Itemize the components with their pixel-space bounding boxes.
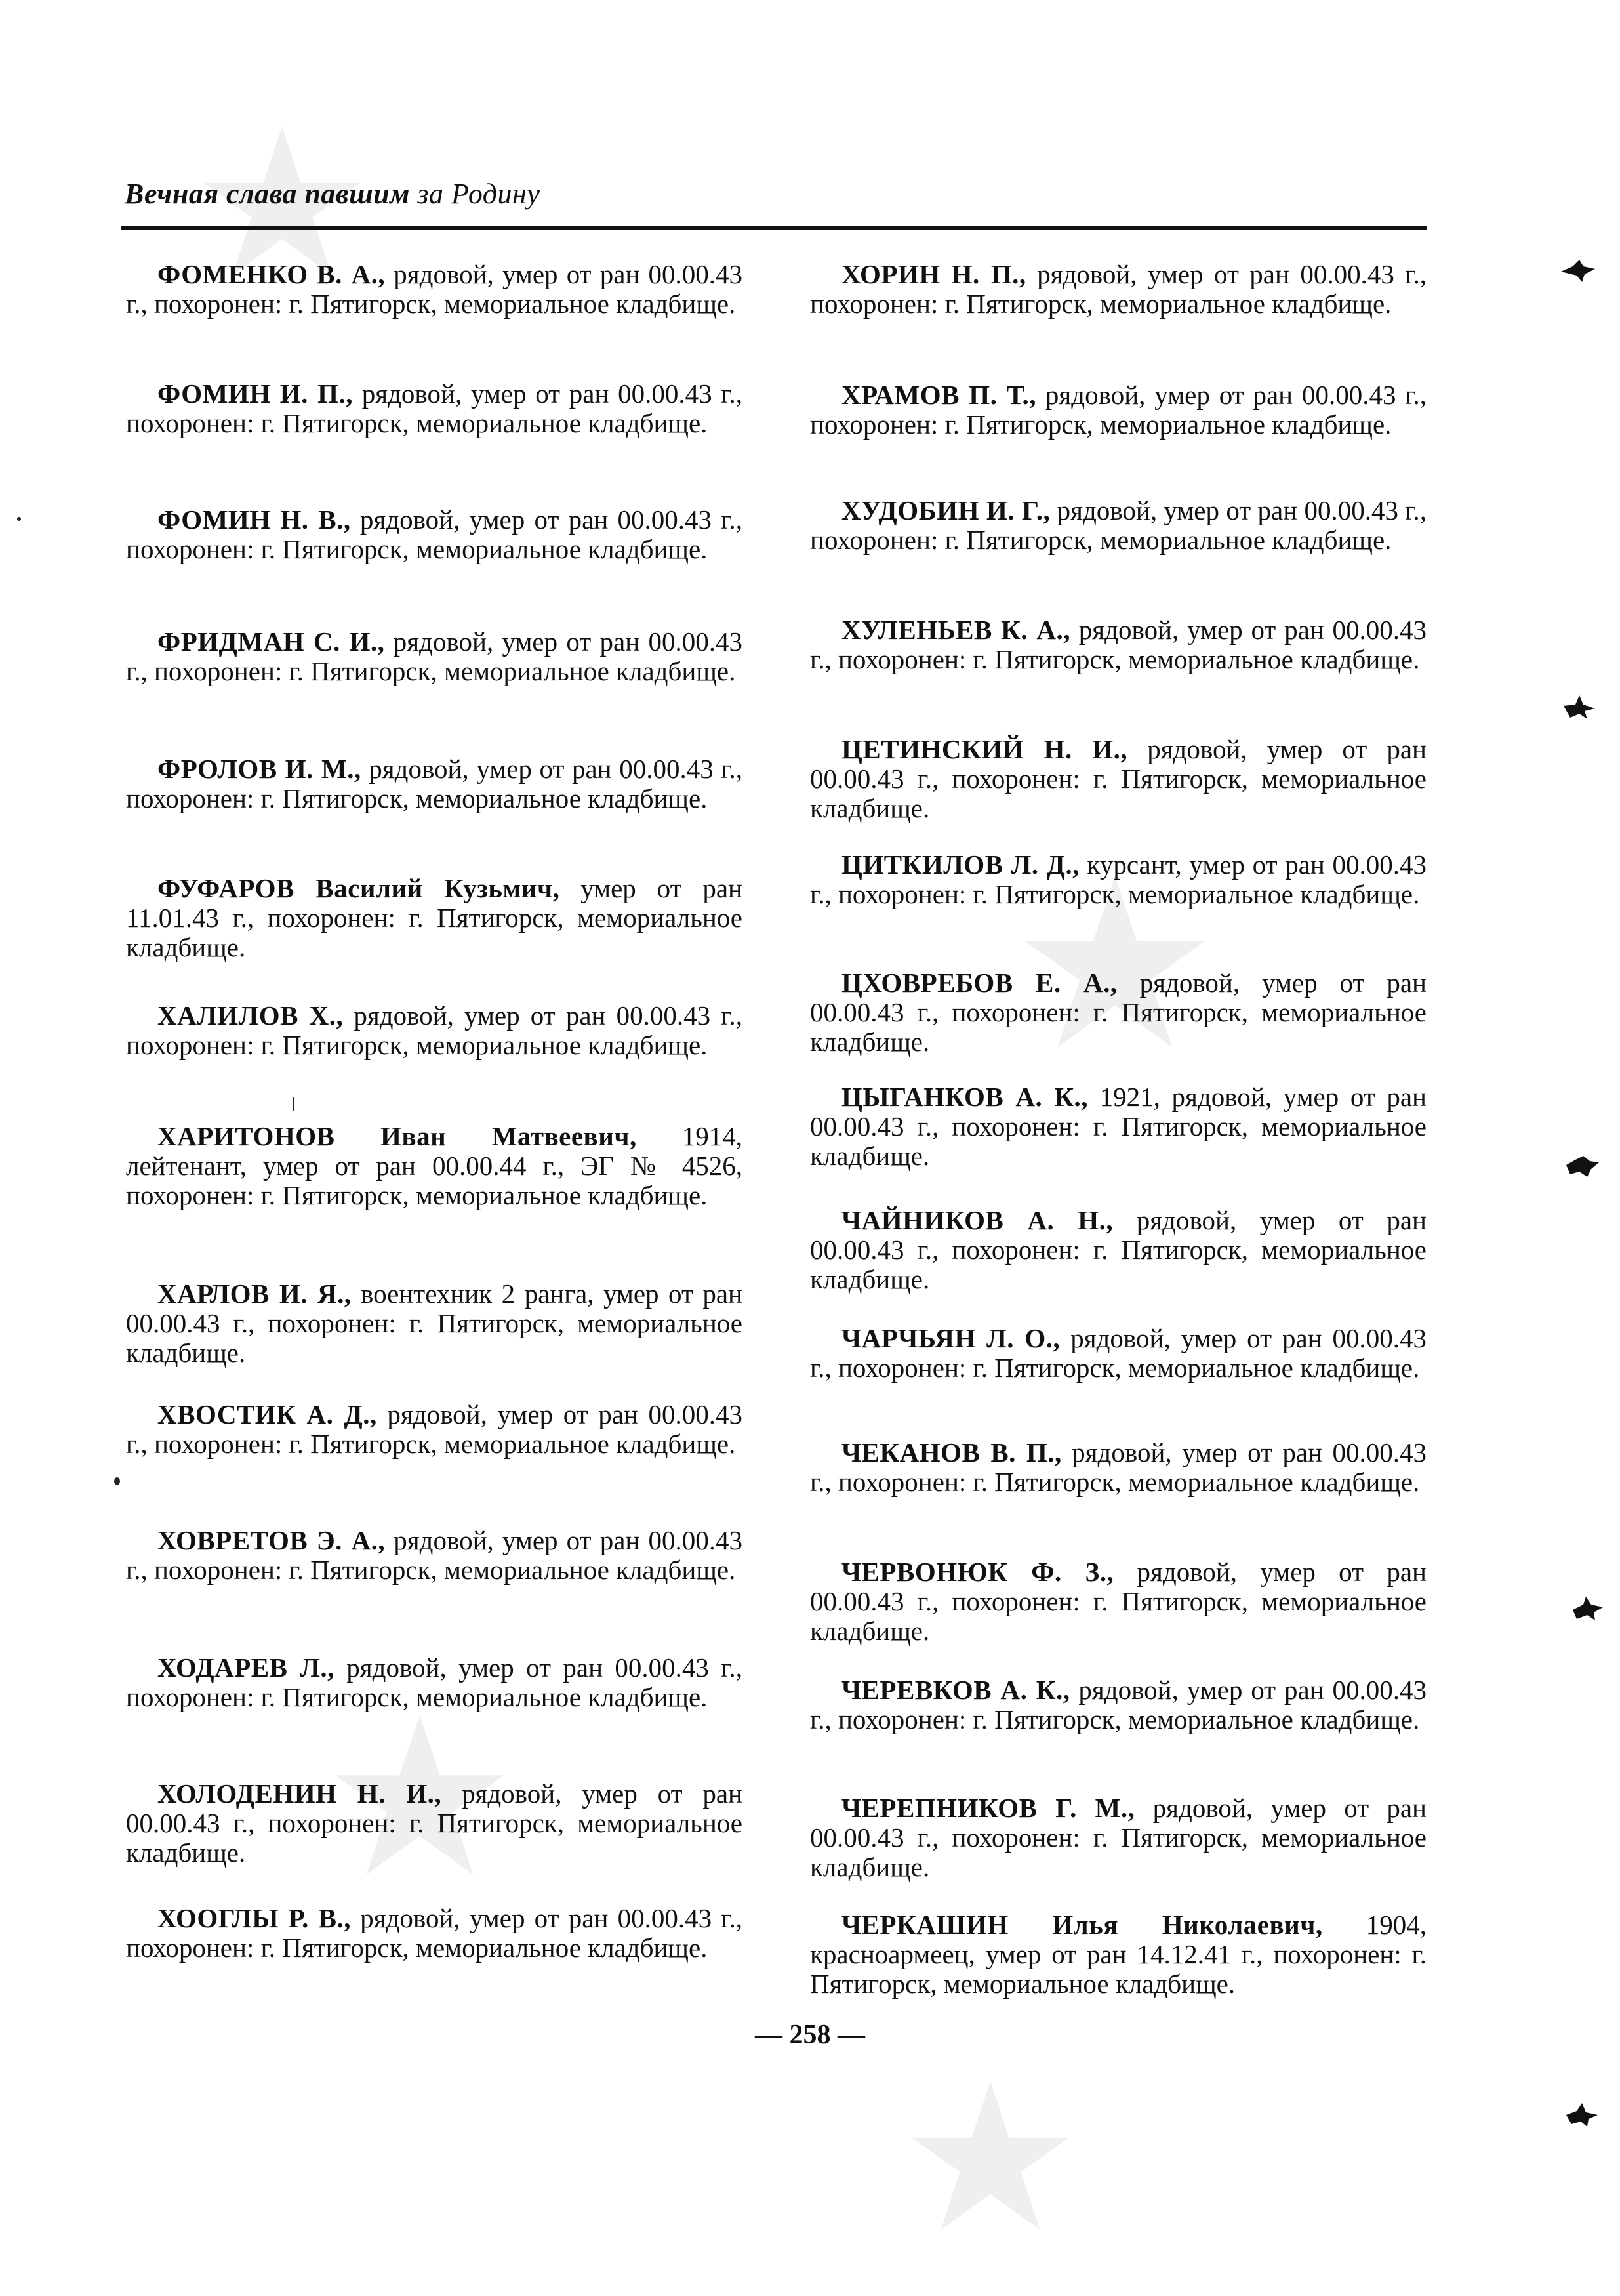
list-item [126,379,742,438]
entry-text: рядовой, умер от ран 00.00.43 г., похоронен: г. Пятигорск, мемориальное кладбище. [810,1205,1427,1294]
entry-text: рядовой, умер от ран 00.00.43 г., похоронен: г. Пятигорск, мемориальное кладбище. [810,1557,1427,1646]
entry-name: ЧЕРЕПНИКОВ Г. М., [841,1793,1135,1823]
entry-name: ФРОЛОВ И. М., [157,754,361,784]
entry-name: ЧЕРВОНЮК Ф. З., [841,1557,1114,1587]
binding-mark-icon [1569,1595,1606,1622]
list-item [126,1122,742,1210]
entry-text: рядовой, умер от ран 00.00.43 г., похоронен: г. Пятигорск, мемориальное кладбище. [810,1323,1427,1383]
list-item [810,735,1427,823]
list-item [126,754,742,813]
entry-text: рядовой, умер от ран 00.00.43 г., похоронен: г. Пятигорск, мемориальное кладбище. [126,504,742,564]
running-header-bold: Вечная слава павшим [125,178,410,210]
entry-name: ФОМИН Н. В., [157,504,351,535]
entry-text: рядовой, умер от ран 00.00.43 г., похоронен: г. Пятигорск, мемориальное кладбище. [810,380,1427,440]
entry-name: ЦХОВРЕБОВ Е. А., [841,968,1118,998]
entry-name: ЦИТКИЛОВ Л. Д., [841,850,1080,880]
entry-text: воентехник 2 ранга, умер от ран 00.00.43 г., похоронен: г. Пятигорск, мемориальное кладбище. [126,1279,742,1368]
list-item [810,1324,1427,1383]
entry-name: ФРИДМАН С. И., [157,626,385,657]
entry-text: рядовой, умер от ран 00.00.43 г., похоронен: г. Пятигорск, мемориальное кладбище. [126,1525,742,1585]
entry-name: ХУДОБИН И. Г., [841,495,1051,525]
list-item [810,1910,1427,1999]
list-item [810,1675,1427,1734]
list-item [810,1438,1427,1497]
list-item [810,1082,1427,1171]
list-item [810,380,1427,440]
entry-text: курсант, умер от ран 00.00.43 г., похоронен: г. Пятигорск, мемориальное кладбище. [810,850,1427,909]
entry-name: ФУФАРОВ Василий Кузьмич, [157,873,560,903]
entry-text: рядовой, умер от ран 00.00.43 г., похоронен: г. Пятигорск, мемориальное кладбище. [126,1399,742,1459]
list-item [126,1779,742,1868]
entry-name: ЧЕКАНОВ В. П., [841,1437,1062,1467]
entry-text: 1914, лейтенант, умер от ран 00.00.44 г., ЭГ № 4526, похоронен: г. Пятигорск, мемориальное кладбище. [126,1121,743,1210]
list-item [126,1526,742,1585]
binding-mark-icon [1561,694,1598,720]
entry-name: ХВОСТИК А. Д., [157,1399,377,1429]
binding-mark-icon [1564,2102,1600,2128]
entry-name: ХАРИТОНОВ Иван Матвеевич, [157,1121,637,1151]
entry-text: рядовой, умер от ран 00.00.43 г., похоронен: г. Пятигорск, мемориальное кладбище. [810,495,1427,555]
entry-name: ФОМИН И. П., [157,379,354,409]
entry-text: рядовой, умер от ран 00.00.43 г., похоронен: г. Пятигорск, мемориальное кладбище. [810,259,1427,319]
list-item [126,1001,742,1060]
entry-text: рядовой, умер от ран 00.00.43 г., похоронен: г. Пятигорск, мемориальное кладбище. [126,259,743,319]
list-item [126,627,742,686]
header-rule [121,226,1427,230]
entry-name: ЧАРЧЬЯН Л. О., [841,1323,1061,1353]
scan-speck [17,517,21,521]
entry-name: ХОВРЕТОВ Э. А., [157,1525,386,1555]
list-item [810,615,1427,674]
list-item [810,1794,1427,1882]
entry-name: ХАРЛОВ И. Я., [157,1279,352,1309]
list-item [810,850,1427,909]
list-item [126,505,742,564]
entry-name: ЧЕРКАШИН Илья Николаевич, [841,1910,1323,1940]
entry-text: рядовой, умер от ран 00.00.43 г., похоронен: г. Пятигорск, мемориальное кладбище. [126,1652,742,1712]
entry-text: рядовой, умер от ран 00.00.43 г., похоронен: г. Пятигорск, мемориальное кладбище. [810,1437,1427,1497]
list-item [810,1206,1427,1294]
entry-name: ЦЫГАНКОВ А. К., [841,1082,1089,1112]
list-item [126,874,742,962]
entry-name: ХУЛЕНЬЕВ К. А., [841,615,1071,645]
entry-text: рядовой, умер от ран 00.00.43 г., похоронен: г. Пятигорск, мемориальное кладбище. [126,1000,742,1060]
entry-text: рядовой, умер от ран 00.00.43 г., похоронен: г. Пятигорск, мемориальное кладбище. [810,1675,1427,1734]
entry-name: ФОМЕНКО В. А., [157,259,386,289]
entry-text: 1921, рядовой, умер от ран 00.00.43 г., похоронен: г. Пятигорск, мемориальное кладбище. [810,1082,1427,1171]
entry-text: рядовой, умер от ран 00.00.43 г., похоронен: г. Пятигорск, мемориальное кладбище. [810,1793,1427,1882]
scan-speck [114,1477,120,1485]
running-header [125,177,540,211]
entry-name: ХОЛОДЕНИН Н. И., [157,1778,442,1809]
entry-text: рядовой, умер от ран 00.00.43 г., похоронен: г. Пятигорск, мемориальное кладбище. [126,754,742,813]
page-number: — 258 — [755,2020,865,2050]
entry-text: рядовой, умер от ран 00.00.43 г., похоронен: г. Пятигорск, мемориальное кладбище. [810,734,1427,823]
list-item [126,260,742,319]
binding-mark-icon [1564,1152,1600,1178]
list-item [810,968,1427,1057]
entry-name: ХООГЛЫ Р. В., [157,1903,351,1933]
entry-text: рядовой, умер от ран 00.00.43 г., похоронен: г. Пятигорск, мемориальное кладбище. [126,379,742,438]
binding-mark-icon [1560,257,1596,283]
entry-text: 1904, красноармеец, умер от ран 14.12.41 г., похоронен: г. Пятигорск, мемориальное кладбище. [810,1910,1427,1999]
scan-speck [293,1097,294,1111]
running-header-rest: за Родину [417,178,540,210]
entry-name: ЦЕТИНСКИЙ Н. И., [841,734,1128,764]
entry-text: умер от ран 11.01.43 г., похоронен: г. Пятигорск, мемориальное кладбище. [126,873,742,962]
list-item [126,1653,742,1712]
entry-text: рядовой, умер от ран 00.00.43 г., похоронен: г. Пятигорск, мемориальное кладбище. [126,626,742,686]
entry-text: рядовой, умер от ран 00.00.43 г., похоронен: г. Пятигорск, мемориальное кладбище. [126,1903,742,1963]
watermark-star-icon [905,2073,1076,2244]
entry-name: ХАЛИЛОВ Х., [157,1000,344,1031]
entry-name: ЧАЙНИКОВ А. Н., [841,1205,1114,1235]
entry-name: ЧЕРЕВКОВ А. К., [841,1675,1070,1705]
entry-name: ХОДАРЕВ Л., [157,1652,334,1683]
entry-name: ХОРИН Н. П., [841,259,1026,289]
entry-text: рядовой, умер от ран 00.00.43 г., похоронен: г. Пятигорск, мемориальное кладбище. [810,615,1427,674]
list-item [810,496,1427,555]
entry-text: рядовой, умер от ран 00.00.43 г., похоронен: г. Пятигорск, мемориальное кладбище. [126,1778,742,1868]
list-item [126,1400,742,1459]
entry-name: ХРАМОВ П. Т., [841,380,1037,410]
list-item [810,1557,1427,1646]
list-item [810,260,1427,319]
entry-text: рядовой, умер от ран 00.00.43 г., похоронен: г. Пятигорск, мемориальное кладбище. [810,968,1427,1057]
list-item [126,1279,742,1368]
list-item [126,1904,742,1963]
